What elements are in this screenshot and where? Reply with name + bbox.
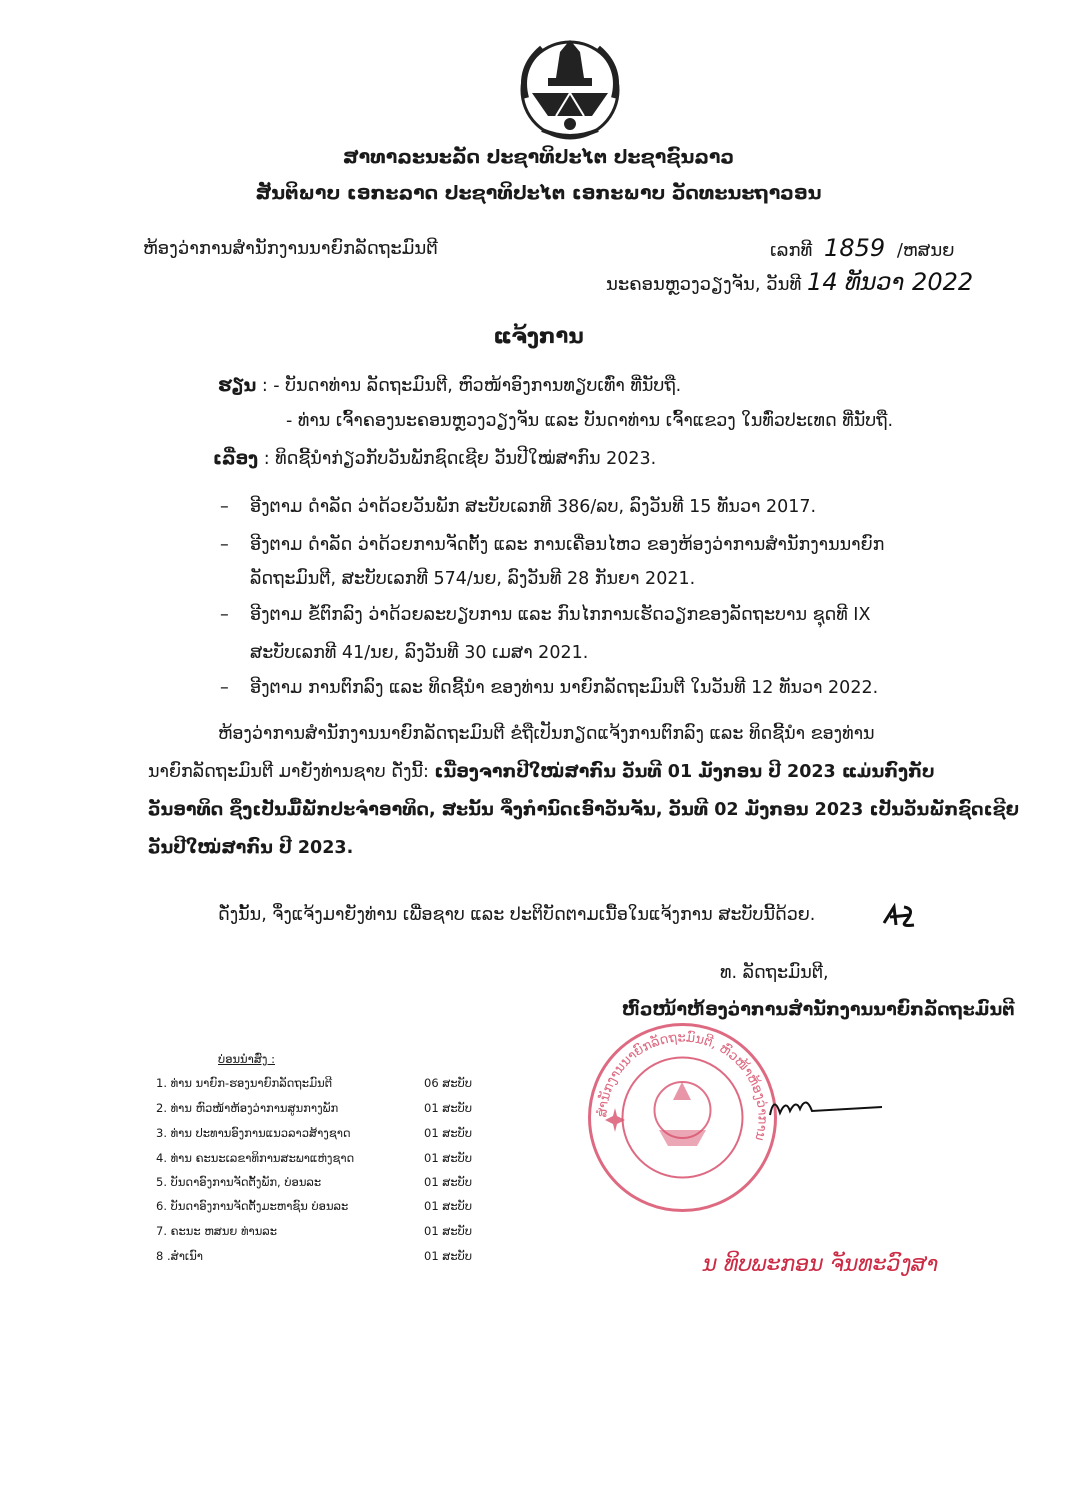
distribution-item: 8 .ສຳເນົາ <box>156 1249 203 1263</box>
addressee-text-1: : - ບັນດາທ່ານ ລັດຖະມົນຕີ, ຫົວໜ້າອົງການທຽບເທົ່າ ທີ່ນັບຖື. <box>261 376 682 396</box>
signature-icon <box>764 1085 884 1125</box>
distribution-copies: 01 ສະບັບ <box>424 1224 473 1238</box>
body-announcement: ເນື່ອງຈາກປີໃໝ່ສາກົນ ວັນທີ 01 ມັງກອນ ປີ 2023 ແມ່ນກົງກັບ <box>434 762 935 782</box>
distribution-copies: 01 ສະບັບ <box>424 1126 473 1140</box>
body-paragraph-line-1: ຫ້ອງວ່າການສຳນັກງານນາຍົກລັດຖະມົນຕີ ຂໍຖືເປັນກຽດແຈ້ງການຕົກລົງ ແລະ ທິດຊີ້ນຳ ຂອງທ່ານ <box>218 724 875 744</box>
body-paragraph-line-2 <box>148 760 935 785</box>
signatory-name: ນ ທິບພະກອນ ຈັນທະວົງສາ <box>703 1252 939 1277</box>
reference-item-dash: – <box>220 535 229 555</box>
distribution-title: ບ່ອນນຳສົ່ງ : <box>218 1052 275 1066</box>
document-title: ແຈ້ງການ <box>493 324 584 348</box>
distribution-copies: 01 ສະບັບ <box>424 1101 473 1115</box>
national-emblem-icon <box>512 38 628 142</box>
reference-number <box>770 234 955 262</box>
reference-item-text: ອີງຕາມ ດຳລັດ ວ່າດ້ວຍວັນພັກ ສະບັບເລກທີ 386/ລບ, ລົງວັນທີ 15 ທັນວາ 2017. <box>250 497 817 517</box>
reference-item-dash: – <box>220 605 229 625</box>
reference-item-text: ອີງຕາມ ຂໍ້ຕົກລົງ ວ່າດ້ວຍລະບຽບການ ແລະ ກົນໄກການເຮັດວຽກຂອງລັດຖະບານ ຊຸດທີ IX <box>250 605 871 625</box>
handwritten-date: 14 ທັນວາ 2022 <box>807 268 974 296</box>
header-country: ສາທາລະນະລັດ ປະຊາທິປະໄຕ ປະຊາຊົນລາວ <box>342 146 735 168</box>
date-prefix: ນະຄອນຫຼວງວຽງຈັນ, ວັນທີ <box>606 274 802 295</box>
reference-item-dash: – <box>220 497 229 517</box>
distribution-item: 7. ຄະນະ ຫສນຍ ທ່ານລະ <box>156 1224 278 1238</box>
distribution-copies: 01 ສະບັບ <box>424 1249 473 1263</box>
body-intro: ນາຍົກລັດຖະມົນຕີ ມາຍັງທ່ານຊາບ ດັ່ງນີ້: <box>148 762 435 782</box>
addressee-line-1 <box>218 374 681 399</box>
closing-paragraph: ດັ່ງນັ້ນ, ຈຶ່ງແຈ້ງມາຍັງທ່ານ ເພື່ອຊາບ ແລະ ປະຕິບັດຕາມເນື້ອໃນແຈ້ງການ ສະບັບນີ້ດ້ວຍ. <box>218 905 816 925</box>
addressee-line-2: - ທ່ານ ເຈົ້າຄອງນະຄອນຫຼວງວຽງຈັນ ແລະ ບັນດາທ່ານ ເຈົ້າແຂວງ ໃນທົ່ວປະເທດ ທີ່ນັບຖື. <box>286 411 894 431</box>
reference-item-text-cont: ລັດຖະມົນຕີ, ສະບັບເລກທີ 574/ນຍ, ລົງວັນທີ 28 ກັນຍາ 2021. <box>250 569 696 589</box>
stamp-text: ສຳນັກງານນາຍົກລັດຖະມົນຕີ, ຫົວໜ້າຫ້ອງວ່າການ <box>595 1030 770 1143</box>
signatory-title: ທ. ລັດຖະມົນຕີ, <box>720 963 829 983</box>
distribution-item: 5. ບັນດາອົງການຈັດຕັ້ງພັກ, ບ່ອນລະ <box>156 1175 322 1189</box>
reference-value: 1859 <box>824 234 886 262</box>
distribution-copies: 01 ສະບັບ <box>424 1151 473 1165</box>
subject-line <box>213 447 656 472</box>
reference-suffix: /ຫສນຍ <box>896 240 955 261</box>
body-paragraph-line-4: ວັນປີໃໝ່ສາກົນ ປີ 2023. <box>148 838 354 858</box>
signatory-position: ຫົວໜ້າຫ້ອງວ່າການສຳນັກງານນາຍົກລັດຖະມົນຕີ <box>622 1000 1015 1020</box>
distribution-item: 2. ທ່ານ ຫົວໜ້າຫ້ອງວ່າການສູນກາງພັກ <box>156 1101 339 1115</box>
reference-item-text: ອີງຕາມ ການຕົກລົງ ແລະ ທິດຊີ້ນຳ ຂອງທ່ານ ນາຍົກລັດຖະມົນຕີ ໃນວັນທີ 12 ທັນວາ 2022. <box>250 678 879 698</box>
distribution-copies: 01 ສະບັບ <box>424 1175 473 1189</box>
reference-item-dash: – <box>220 678 229 698</box>
distribution-item: 4. ທ່ານ ຄະນະເລຂາທິການສະພາແຫ່ງຊາດ <box>156 1151 355 1165</box>
issuing-office: ຫ້ອງວ່າການສຳນັກງານນາຍົກລັດຖະມົນຕີ <box>143 238 438 259</box>
date-line <box>606 268 973 296</box>
distribution-item: 6. ບັນດາອົງການຈັດຕັ້ງມະຫາຊົນ ບ່ອນລະ <box>156 1199 349 1213</box>
distribution-item: 1. ທ່ານ ນາຍົກ-ຮອງນາຍົກລັດຖະມົນຕີ <box>156 1076 333 1090</box>
handwritten-initial-icon <box>880 903 920 931</box>
distribution-copies: 01 ສະບັບ <box>424 1199 473 1213</box>
addressee-label: ຮຽນ <box>218 376 257 396</box>
official-stamp-icon <box>585 1020 780 1215</box>
reference-item-text-cont: ສະບັບເລກທີ 41/ນຍ, ລົງວັນທີ 30 ເມສາ 2021. <box>250 643 589 663</box>
subject-text: : ທິດຊີ້ນຳກ່ຽວກັບວັນພັກຊົດເຊີຍ ວັນປີໃໝ່ສາກົນ 2023. <box>263 449 657 469</box>
reference-item-text: ອີງຕາມ ດຳລັດ ວ່າດ້ວຍການຈັດຕັ້ງ ແລະ ການເຄື່ອນໄຫວ ຂອງຫ້ອງວ່າການສຳນັກງານນາຍົກ <box>250 535 885 555</box>
subject-label: ເລື່ອງ <box>213 449 259 469</box>
header-motto: ສັນຕິພາບ ເອກະລາດ ປະຊາທິປະໄຕ ເອກະພາບ ວັດທະນະຖາວອນ <box>255 182 822 204</box>
distribution-item: 3. ທ່ານ ປະທານອົງການແນວລາວສ້າງຊາດ <box>156 1126 351 1140</box>
reference-label: ເລກທີ <box>770 240 813 261</box>
distribution-copies: 06 ສະບັບ <box>424 1076 473 1090</box>
body-paragraph-line-3: ວັນອາທິດ ຊຶ່ງເປັນມື້ພັກປະຈຳອາທິດ, ສະນັ້ນ ຈຶ່ງກຳນົດເອົາວັນຈັນ, ວັນທີ 02 ມັງກອນ 2023 ເປັນວັນພັກຊົດເຊີຍ <box>148 800 1019 820</box>
